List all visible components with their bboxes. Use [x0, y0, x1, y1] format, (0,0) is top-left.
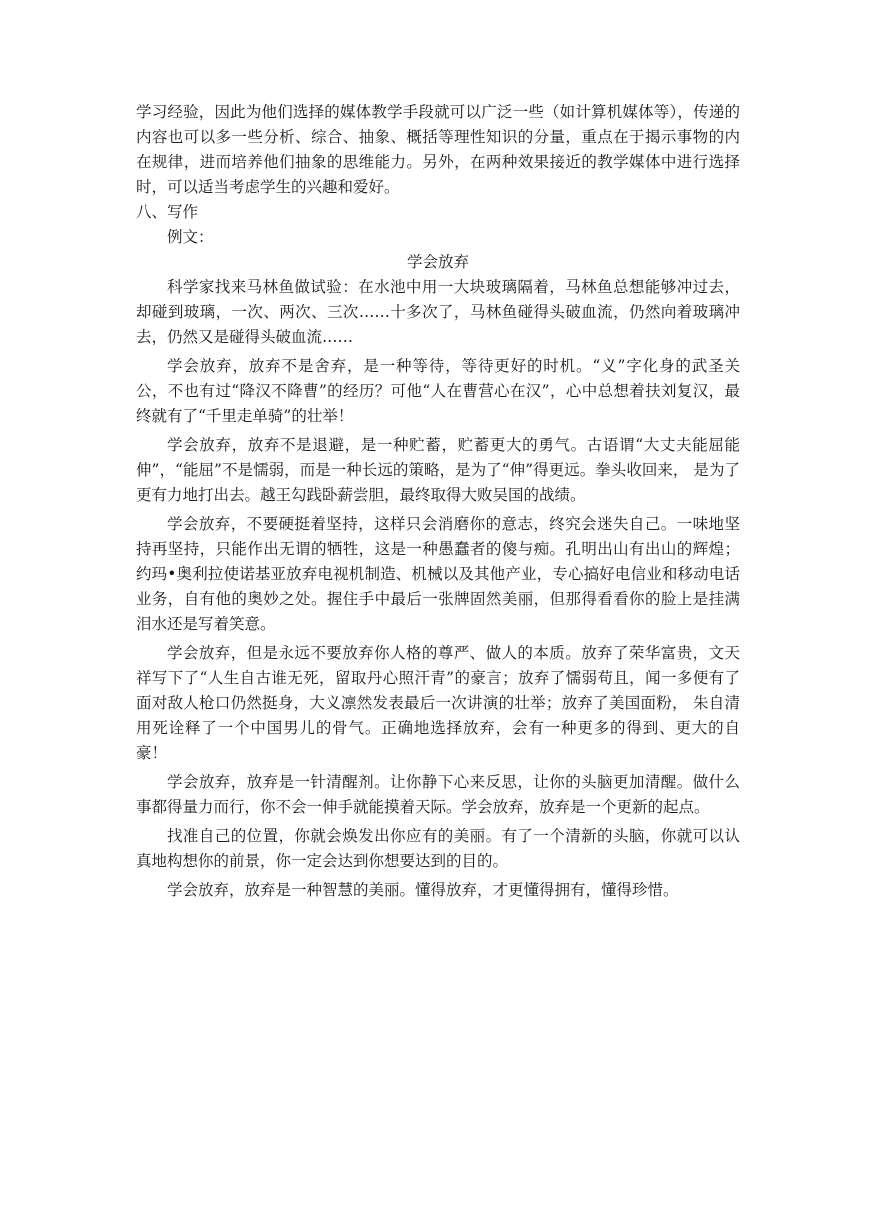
- essay-title: 学会放弃: [406, 253, 469, 271]
- essay-paragraph: 找准自己的位置，你就会焕发出你应有的美丽。有了一个清新的头脑，你就可以认真地构想你的前景，你一定会达到你想要达到的目的。: [136, 827, 740, 870]
- document-page: [136, 100, 740, 903]
- essay-paragraph: 学会放弃，放弃不是退避，是一种贮蓄，贮蓄更大的勇气。古语谓“大丈夫能屈能伸”，“能屈”不是懦弱，而是一种长远的策略，是为了“伸”得更远。拳头收回来， 是为了更有力地打出去。越王勾践卧薪尝胆，最终取得大败吴国的战绩。: [136, 436, 740, 504]
- essay-paragraph: 科学家找来马林鱼做试验：在水池中用一大块玻璃隔着，马林鱼总想能够冲过去， 却碰到玻璃，一次、两次、三次……十多次了，马林鱼碰得头破血流，仍然向着玻璃冲去，仍然又是碰得头破血流……: [136, 278, 740, 346]
- section-heading: 八、写作: [136, 203, 199, 221]
- essay-paragraph: 学会放弃，但是永远不要放弃你人格的尊严、做人的本质。放弃了荣华富贵，文天祥写下了“人生自古谁无死，留取丹心照汗青”的豪言；放弃了懦弱苟且，闻一多便有了面对敌人枪口仍然挺身，大义凛然发表最后一次讲演的壮举；放弃了美国面粉， 朱自清用死诠释了一个中国男儿的骨气。正确地选择放弃，会有一种更多的得到、更大的自豪！: [136, 644, 740, 762]
- essay-paragraph: 学会放弃，放弃不是舍弃，是一种等待，等待更好的时机。“义”字化身的武圣关公，不也有过“降汉不降曹”的经历？可他“人在曹营心在汉”，心中总想着扶刘复汉，最终就有了“千里走单骑”的壮举！: [136, 357, 740, 425]
- essay-paragraph: 学会放弃，不要硬挺着坚持，这样只会消磨你的意志，终究会迷失自己。一味地坚持再坚持，只能作出无谓的牺牲，这是一种愚蠢者的傻与痴。孔明出山有出山的辉煌；约玛•奥利拉使诺基亚放弃电视机制造、机械以及其他产业，专心搞好电信业和移动电话业务，自有他的奥妙之处。握住手中最后一张牌固然美丽，但那得看看你的脸上是挂满泪水还是写着笑意。: [136, 515, 740, 633]
- intro-paragraph: 学习经验，因此为他们选择的媒体教学手段就可以广泛一些（如计算机媒体等），传递的内容也可以多一些分析、综合、抽象、概括等理性知识的分量，重点在于揭示事物的内在规律，进而培养他们抽象的思维能力。另外，在两种效果接近的教学媒体中进行选择时，可以适当考虑学生的兴趣和爱好。: [136, 103, 740, 196]
- essay-paragraph: 学会放弃，放弃是一种智慧的美丽。懂得放弃，才更懂得拥有，懂得珍惜。: [167, 881, 679, 899]
- essay-paragraph: 学会放弃，放弃是一针清醒剂。让你静下心来反思，让你的头脑更加清醒。做什么事都得量力而行，你不会一伸手就能摸着天际。学会放弃，放弃是一个更新的起点。: [136, 773, 740, 816]
- example-label: 例文：: [167, 228, 214, 246]
